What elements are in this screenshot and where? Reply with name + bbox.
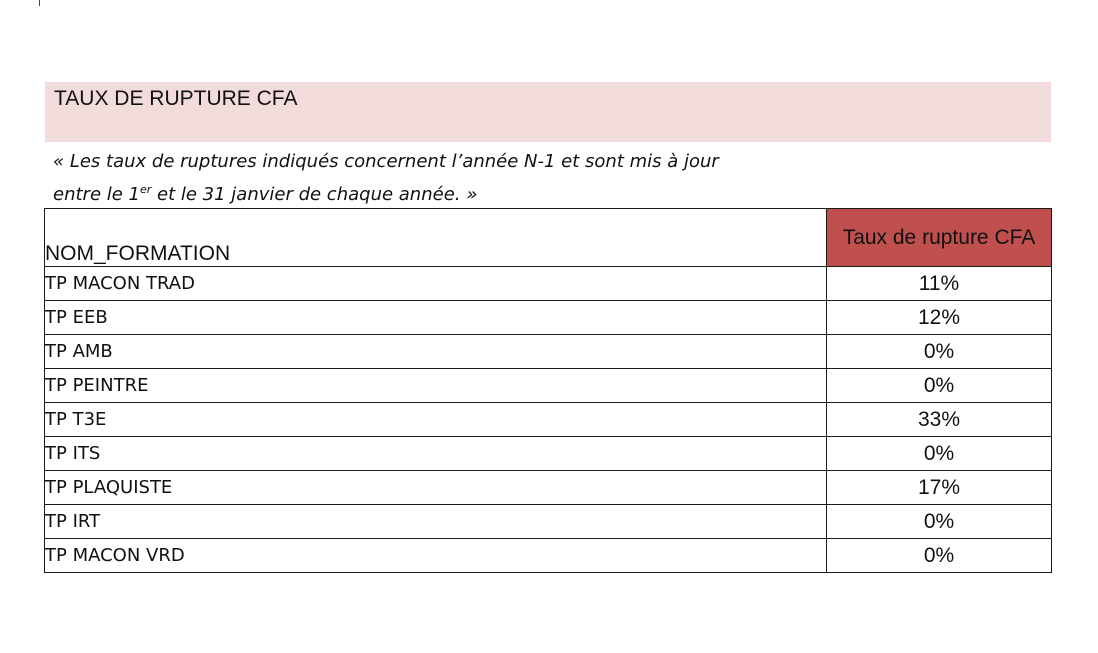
section-title: TAUX DE RUPTURE CFA [54, 87, 298, 110]
section-title-band [45, 82, 1051, 142]
table-row [45, 335, 1052, 369]
header-nom-formation: NOM_FORMATION [45, 209, 827, 267]
rupture-rate: 33% [827, 403, 1052, 437]
formation-name: TP MACON VRD [45, 539, 827, 573]
note-line-2-start: entre le 1 [53, 184, 140, 205]
note-line-1: « Les taux de ruptures indiqués concernent l’année N-1 et sont mis à jour [53, 151, 719, 172]
rupture-rate: 0% [827, 539, 1052, 573]
rupture-rate: 11% [827, 267, 1052, 301]
formation-name: TP ITS [45, 437, 827, 471]
note-superscript: er [140, 183, 152, 196]
formation-name: TP IRT [45, 505, 827, 539]
formation-name: TP PEINTRE [45, 369, 827, 403]
formation-name: TP EEB [45, 301, 827, 335]
table-row [45, 539, 1052, 573]
table-row [45, 403, 1052, 437]
table-row [45, 437, 1052, 471]
text-boundary-mark [39, 0, 40, 6]
table-row [45, 369, 1052, 403]
rupture-rate: 0% [827, 369, 1052, 403]
table-header-row [45, 209, 1052, 267]
formation-name: TP AMB [45, 335, 827, 369]
formation-name: TP PLAQUISTE [45, 471, 827, 505]
table-row [45, 505, 1052, 539]
table-row [45, 267, 1052, 301]
formation-name: TP MACON TRAD [45, 267, 827, 301]
disclaimer-note [53, 145, 853, 211]
rupture-rate: 0% [827, 335, 1052, 369]
rupture-rate: 17% [827, 471, 1052, 505]
header-taux-rupture: Taux de rupture CFA [827, 209, 1052, 267]
rupture-rate: 0% [827, 505, 1052, 539]
rupture-rate: 12% [827, 301, 1052, 335]
formation-name: TP T3E [45, 403, 827, 437]
table-row [45, 471, 1052, 505]
rupture-rate-table [44, 208, 1052, 573]
note-line-2-end: et le 31 janvier de chaque année. » [151, 184, 478, 205]
table-row [45, 301, 1052, 335]
rupture-rate: 0% [827, 437, 1052, 471]
